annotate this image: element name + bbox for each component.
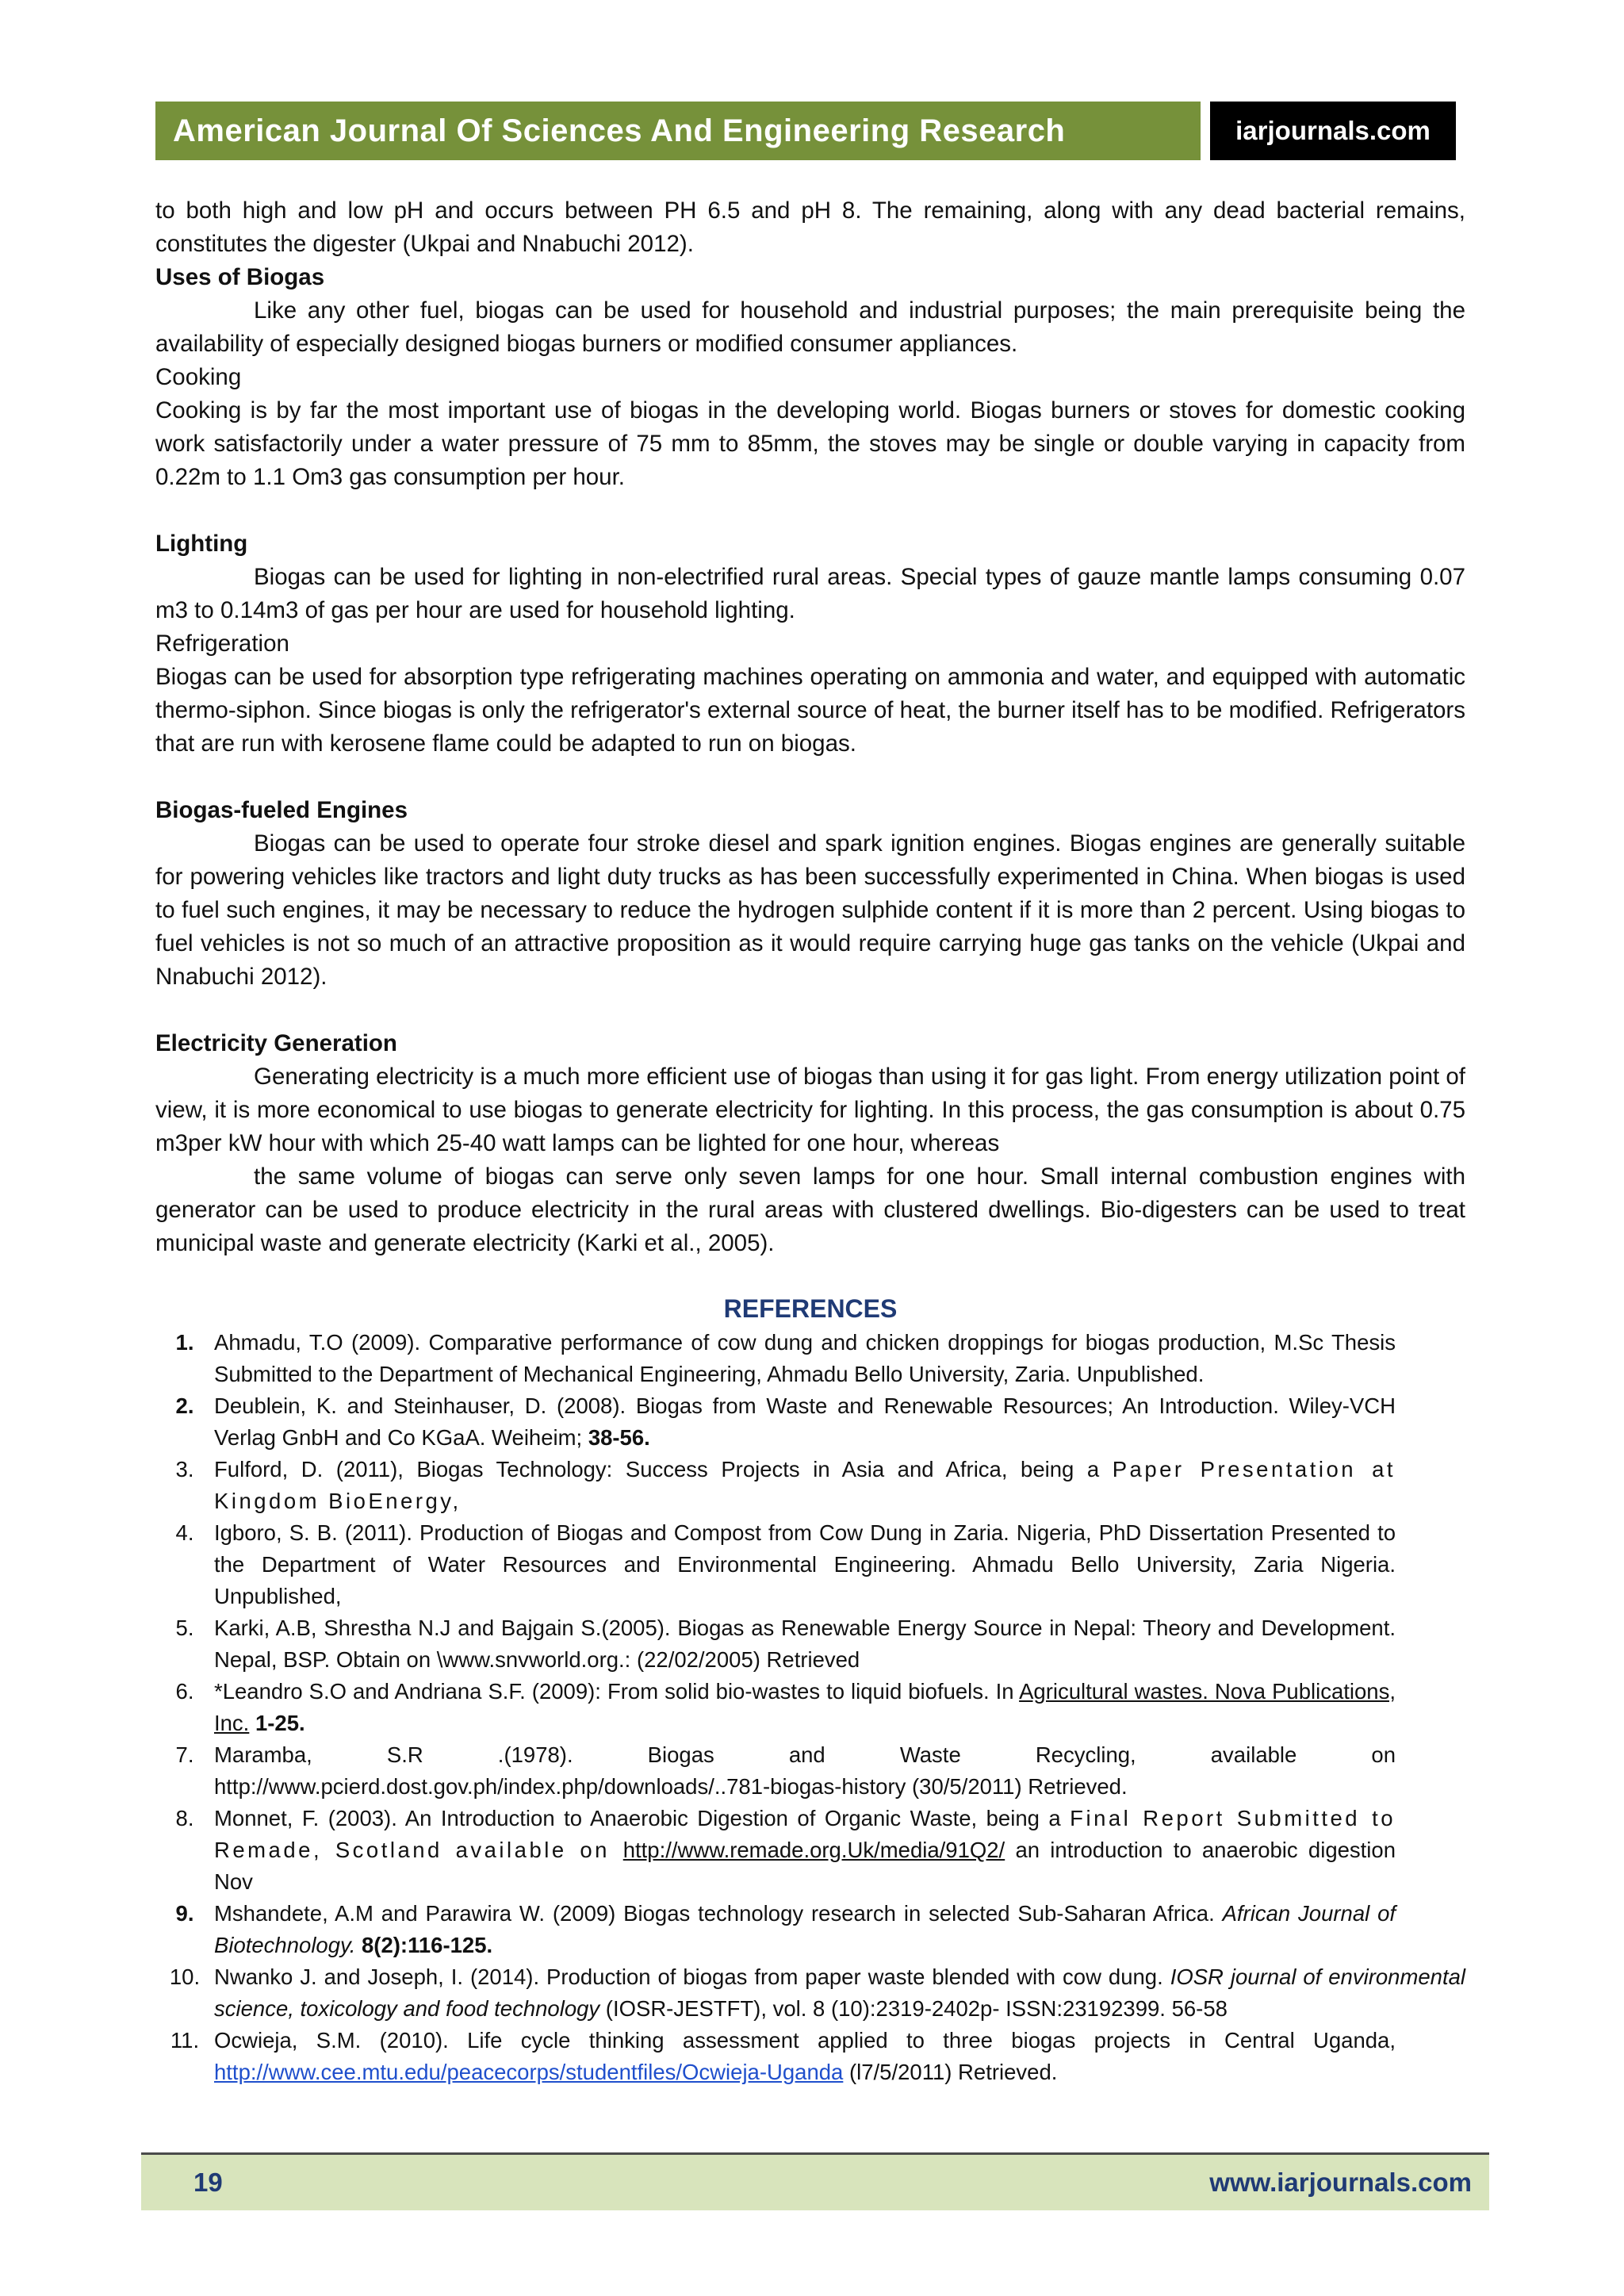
reference-link[interactable]: http://www.remade.org.Uk/media/91Q2/ <box>622 1838 1005 1862</box>
reference-number: 3. <box>175 1457 194 1481</box>
reference-text: Deublein, K. and Steinhauser, D. (2008). Biogas from Waste and Renewable Resources; An Introduction. Wiley-VCH Verlag GnbH and Co KGaA. Weiheim; <box>214 1393 1396 1450</box>
reference-pages: 8(2):116-125. <box>355 1933 493 1957</box>
uses-paragraph: Like any other fuel, biogas can be used for household and industrial purposes; the main prerequisite being the availability of especially designed biogas burners or modified consumer appliances. <box>155 297 1465 357</box>
reference-text: Maramba, S.R .(1978). Biogas and Waste Recycling, available on http://www.pcierd.dost.gov.ph/index.php/downloads/..781-biogas-history (30/5/2011) Retrieved. <box>214 1742 1396 1799</box>
reference-number: 7. <box>175 1742 194 1767</box>
reference-text: Karki, A.B, Shrestha N.J and Bajgain S.(2005). Biogas as Renewable Energy Source in Nepal: Theory and Development. Nepal, BSP. Obtain on \www.snvworld.org.: (22/02/2005) Retrieved <box>214 1616 1396 1672</box>
reference-text: Fulford, D. (2011), Biogas Technology: Success Projects in Asia and Africa, being a <box>214 1457 1113 1481</box>
uses-heading: Uses of Biogas <box>155 264 325 290</box>
reference-journal: IOSR journal of environmental science, toxicology and food technology <box>214 1964 1465 2021</box>
journal-site: iarjournals.com <box>1210 102 1456 160</box>
reference-item <box>155 1739 1396 1803</box>
reference-item <box>155 1612 1396 1676</box>
cooking-heading: Cooking <box>155 364 242 390</box>
lighting-heading: Lighting <box>155 531 248 557</box>
reference-tail: (IOSR-JESTFT), vol. 8 (10):2319-2402p- ISSN:23192399. 56-58 <box>599 1996 1228 2021</box>
reference-number: 1. <box>175 1330 194 1355</box>
engines-heading: Biogas-fueled Engines <box>155 797 408 823</box>
journal-title: American Journal Of Sciences And Engineering Research <box>155 102 1201 160</box>
electricity-paragraph-2: the same volume of biogas can serve only seven lamps for one hour. Small internal combustion engines with generator can be used to produce electricity in the rural areas with clustered dwellings. Bio-digesters can be used to treat municipal waste and generate electricity (Karki et al., 2005). <box>155 1163 1465 1256</box>
reference-pages: 1-25. <box>249 1711 305 1735</box>
reference-item <box>155 1898 1396 1961</box>
reference-number: 9. <box>175 1901 194 1926</box>
reference-number: 4. <box>175 1520 194 1545</box>
reference-item <box>155 1390 1396 1454</box>
journal-header <box>155 102 1456 160</box>
footer-url[interactable]: www.iarjournals.com <box>1209 2168 1472 2197</box>
reference-text: Nwanko J. and Joseph, I. (2014). Production of biogas from paper waste blended with cow dung. <box>214 1964 1170 1989</box>
reference-link[interactable]: http://www.cee.mtu.edu/peacecorps/studentfiles/Ocwieja-Uganda <box>214 2060 844 2084</box>
reference-pages: 38-56. <box>588 1425 650 1450</box>
intro-paragraph: to both high and low pH and occurs between PH 6.5 and pH 8. The remaining, along with any dead bacterial remains, constitutes the digester (Ukpai and Nnabuchi 2012). <box>155 197 1465 257</box>
reference-item <box>155 1454 1396 1517</box>
engines-paragraph: Biogas can be used to operate four stroke diesel and spark ignition engines. Biogas engines are generally suitable for powering vehicles like tractors and light duty trucks as has been successfully experimented in China. When biogas is used to fuel such engines, it may be necessary to reduce the hydrogen sulphide content if it is more than 2 percent. Using biogas to fuel vehicles is not so much of an attractive proposition as it would require carrying huge gas tanks on the vehicle (Ukpai and Nnabuchi 2012). <box>155 830 1465 990</box>
page-number: 19 <box>193 2168 223 2197</box>
cooking-paragraph: Cooking is by far the most important use of biogas in the developing world. Biogas burners or stoves for domestic cooking work satisfactorily under a water pressure of 75 mm to 85mm, the stoves may be single or double varying in capacity from 0.22m to 1.1 Om3 gas consumption per hour. <box>155 397 1465 490</box>
reference-item <box>155 2025 1396 2088</box>
refrigeration-heading: Refrigeration <box>155 631 289 657</box>
article-body <box>155 194 1465 2088</box>
reference-spaced-text: Final Report Submitted to Remade, Scotland available on <box>214 1806 1396 1862</box>
reference-item <box>155 1517 1396 1612</box>
reference-number: 2. <box>175 1393 194 1418</box>
reference-item <box>155 1676 1396 1739</box>
reference-number: 10. <box>169 1964 201 1989</box>
reference-underlined-text: Agricultural wastes. Nova Publications, Inc. <box>214 1679 1396 1735</box>
refrigeration-paragraph: Biogas can be used for absorption type refrigerating machines operating on ammonia and water, and equipped with automatic thermo-siphon. Since biogas is only the refrigerator's external source of heat, the burner itself has to be modified. Refrigerators that are run with kerosene flame could be adapted to run on biogas. <box>155 664 1465 757</box>
reference-text: *Leandro S.O and Andriana S.F. (2009): From solid bio-wastes to liquid biofuels. In <box>214 1679 1020 1704</box>
reference-tail: (l7/5/2011) Retrieved. <box>843 2060 1058 2084</box>
page-footer <box>141 2152 1489 2210</box>
references-list <box>155 1327 1465 2088</box>
reference-number: 11. <box>170 2028 200 2053</box>
reference-number: 5. <box>175 1616 194 1640</box>
reference-text: Mshandete, A.M and Parawira W. (2009) Biogas technology research in selected Sub-Saharan Africa. <box>214 1901 1223 1926</box>
reference-item <box>155 1961 1465 2025</box>
reference-item <box>155 1803 1396 1898</box>
electricity-paragraph-1: Generating electricity is a much more efficient use of biogas than using it for gas light. From energy utilization point of view, it is more economical to use biogas to generate electricity for lighting. In this process, the gas consumption is about 0.75 m3per kW hour with which 25-40 watt lamps can be lighted for one hour, whereas <box>155 1064 1465 1156</box>
reference-text: Ahmadu, T.O (2009). Comparative performance of cow dung and chicken droppings for biogas production, M.Sc Thesis Submitted to the Department of Mechanical Engineering, Ahmadu Bello University, Zaria. Unpublished. <box>214 1330 1396 1386</box>
electricity-heading: Electricity Generation <box>155 1030 397 1056</box>
lighting-paragraph: Biogas can be used for lighting in non-electrified rural areas. Special types of gauze mantle lamps consuming 0.07 m3 to 0.14m3 of gas per hour are used for household lighting. <box>155 564 1465 623</box>
reference-text: Igboro, S. B. (2011). Production of Biogas and Compost from Cow Dung in Zaria. Nigeria, PhD Dissertation Presented to the Department of Water Resources and Environmental Engineering. Ahmadu Bello University, Zaria Nigeria. Unpublished, <box>214 1520 1396 1608</box>
reference-tail: an introduction to anaerobic digestion Nov <box>214 1838 1396 1894</box>
reference-text: Monnet, F. (2003). An Introduction to Anaerobic Digestion of Organic Waste, being a <box>214 1806 1071 1830</box>
reference-spaced-text: Paper Presentation at Kingdom BioEnergy, <box>214 1457 1396 1513</box>
references-heading: REFERENCES <box>723 1294 898 1323</box>
reference-number: 6. <box>175 1679 194 1704</box>
reference-item <box>155 1327 1396 1390</box>
reference-journal: African Journal of Biotechnology. <box>214 1901 1396 1957</box>
reference-number: 8. <box>175 1806 194 1830</box>
reference-text: Ocwieja, S.M. (2010). Life cycle thinking assessment applied to three biogas projects in Central Uganda, <box>214 2028 1396 2053</box>
